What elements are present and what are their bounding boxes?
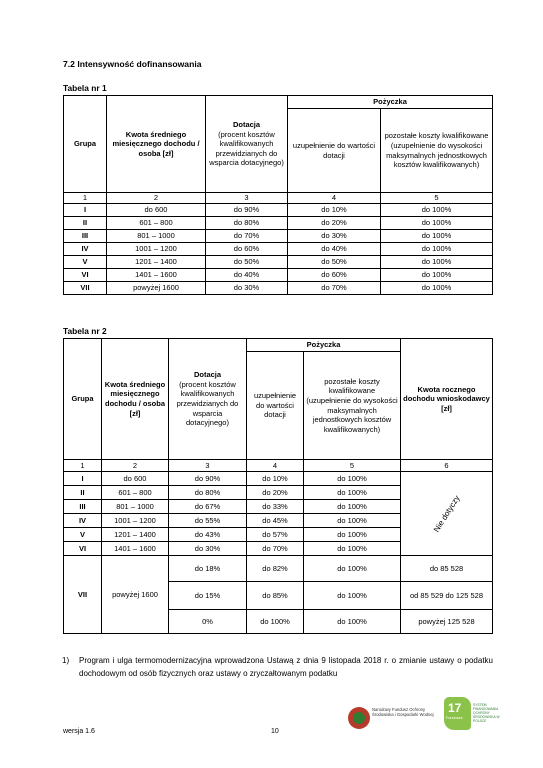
table1-cell-pozostale: do 100% [381,282,493,295]
table2-nie-dotyczy-cell [401,472,493,556]
table2-cell-uzupelnienie: do 70% [247,542,304,556]
table2-cell-uzupelnienie: do 57% [247,528,304,542]
table1-cell-grupa: IV [64,243,107,256]
table2-colnum: 3 [169,460,247,472]
table1-cell-pozostale: do 100% [381,269,493,282]
table2-cell-roczny: powyżej 125 528 [401,610,493,634]
table2-cell-pozostale: do 100% [304,500,401,514]
table2-header-dotacja-desc: (procent kosztów kwalifikowanych przewidzianych do wsparcia dotacyjnego) [176,379,239,428]
table-row [64,556,493,582]
table1-cell-uzupelnienie: do 60% [288,269,381,282]
table1-cell-pozostale: do 100% [381,230,493,243]
table2-cell-dotacja: do 30% [169,542,247,556]
table1-cell-grupa: I [64,204,107,217]
table1-cell-uzupelnienie: do 30% [288,230,381,243]
table1-cell-grupa: V [64,256,107,269]
table2-cell-grupa: II [64,486,102,500]
table2-colnum: 5 [304,460,401,472]
table1-cell-dotacja: do 70% [206,230,288,243]
table2-cell-uzupelnienie: do 82% [247,556,304,582]
table2-colnum: 6 [401,460,493,472]
table-row [64,472,493,486]
table1-header-uzupelnienie: uzupełnienie do wartości dotacji [288,109,381,193]
table1-colnum: 5 [381,193,493,204]
table1-cell-kwota: do 600 [107,204,206,217]
table1-cell-dotacja: do 30% [206,282,288,295]
table-row [64,269,493,282]
table2-cell-dotacja: do 15% [169,582,247,610]
table1-cell-kwota: powyżej 1600 [107,282,206,295]
table1-cell-uzupelnienie: do 10% [288,204,381,217]
table1-caption: Tabela nr 1 [63,83,107,93]
table2-caption: Tabela nr 2 [63,326,107,336]
footnote [62,655,493,680]
table2-cell-grupa: V [64,528,102,542]
table2-cell-pozostale: do 100% [304,514,401,528]
table2-header-dotacja [169,339,247,460]
table1-cell-dotacja: do 40% [206,269,288,282]
table2-cell-pozostale: do 100% [304,472,401,486]
table2-header-grupa: Grupa [64,339,102,460]
table1-header-grupa: Grupa [64,96,107,193]
table1-cell-dotacja: do 80% [206,217,288,230]
table1-cell-dotacja: do 50% [206,256,288,269]
table1-colnum: 3 [206,193,288,204]
table1-header-dotacja [206,96,288,193]
table-row [64,217,493,230]
table-row [64,230,493,243]
table2-cell-kwota: do 600 [102,472,169,486]
table2-cell-grupa: VII [64,556,102,634]
table1-header-dotacja-title: Dotacja [232,120,261,130]
section-title: 7.2 Intensywność dofinansowania [63,59,202,69]
table1 [63,95,493,295]
table2-cell-pozostale: do 100% [304,582,401,610]
table2-header-dotacja-title: Dotacja [193,370,222,380]
footnote-number: 1) [62,656,70,665]
table2 [63,338,493,634]
fundusze-logo [444,697,499,737]
table2-cell-dotacja: do 90% [169,472,247,486]
table2-header-pozyczka: Pożyczka [247,339,401,352]
table1-header-pozostale: pozostałe koszty kwalifikowane (uzupełnienie do wysokości maksymalnych jednostkowych kosztów kwalifikowanych) [381,109,493,193]
table1-header-dotacja-desc: (procent kosztów kwalifikowanych przewidzianych do wsparcia dotacyjnego) [209,129,284,168]
table2-colnum: 1 [64,460,102,472]
table2-cell-uzupelnienie: do 33% [247,500,304,514]
table1-cell-grupa: II [64,217,107,230]
table2-cell-grupa: III [64,500,102,514]
table2-cell-kwota: 1001 – 1200 [102,514,169,528]
table2-colnum: 4 [247,460,304,472]
table2-cell-grupa: I [64,472,102,486]
table2-header-pozostale: pozostałe koszty kwalifikowane (uzupełnienie do wysokości maksymalnych jednostkowych kosztów kwalifikowanych) [304,352,401,460]
table1-cell-kwota: 801 – 1000 [107,230,206,243]
table2-cell-kwota: 1401 – 1600 [102,542,169,556]
table1-colnum: 4 [288,193,381,204]
table2-cell-roczny: do 85 528 [401,556,493,582]
table1-cell-uzupelnienie: do 20% [288,217,381,230]
table-row [64,256,493,269]
fundusze-logo-word: Fundusze [446,716,463,720]
table2-cell-dotacja: do 80% [169,486,247,500]
table1-cell-pozostale: do 100% [381,217,493,230]
table1-cell-uzupelnienie: do 50% [288,256,381,269]
fundusze-logo-number: 17 [448,701,462,715]
table2-cell-uzupelnienie: do 85% [247,582,304,610]
table1-cell-uzupelnienie: do 40% [288,243,381,256]
table1-cell-kwota: 1001 – 1200 [107,243,206,256]
table2-cell-dotacja: do 18% [169,556,247,582]
footnote-text: Program i ulga termomodernizacyjna wprowadzona Ustawą z dnia 9 listopada 2018 r. o zmianie ustawy o podatku dochodowym od osób fizycznych oraz ustawy o zryczałtowanym podatku [79,656,493,678]
page-number: 10 [271,728,279,735]
table1-cell-uzupelnienie: do 70% [288,282,381,295]
table2-nie-dotyczy: Nie dotyczy [431,493,462,534]
table2-cell-pozostale: do 100% [304,528,401,542]
table2-cell-pozostale: do 100% [304,610,401,634]
table2-cell-pozostale: do 100% [304,542,401,556]
table1-cell-pozostale: do 100% [381,204,493,217]
table1-cell-kwota: 1201 – 1400 [107,256,206,269]
table2-cell-kwota: 801 – 1000 [102,500,169,514]
nfosigw-logo [348,705,444,733]
table2-cell-dotacja: do 55% [169,514,247,528]
table1-header-kwota: Kwota średniego miesięcznego dochodu / osoba [zł] [107,96,206,193]
table2-cell-dotacja: do 43% [169,528,247,542]
table2-cell-grupa: VI [64,542,102,556]
table2-cell-pozostale: do 100% [304,486,401,500]
table1-cell-pozostale: do 100% [381,256,493,269]
version-label: wersja 1.6 [63,728,95,735]
table2-cell-uzupelnienie: do 45% [247,514,304,528]
table1-cell-grupa: III [64,230,107,243]
table1-cell-kwota: 601 – 800 [107,217,206,230]
table2-cell-kwota: powyżej 1600 [102,556,169,634]
table2-cell-dotacja: 0% [169,610,247,634]
table2-cell-uzupelnienie: do 100% [247,610,304,634]
fundusze-logo-text: SYSTEM FINANSOWANIA OCHRONY ŚRODOWISKA W POLSCE [473,703,500,723]
table-row [64,204,493,217]
table1-cell-grupa: VII [64,282,107,295]
table2-header-kwota: Kwota średniego miesięcznego dochodu / osoba [zł] [102,339,169,460]
table-row [64,282,493,295]
table1-cell-grupa: VI [64,269,107,282]
table1-cell-kwota: 1401 – 1600 [107,269,206,282]
nfosigw-emblem-icon [348,707,370,729]
table2-cell-pozostale: do 100% [304,556,401,582]
table2-cell-uzupelnienie: do 10% [247,472,304,486]
table1-cell-dotacja: do 60% [206,243,288,256]
table2-cell-kwota: 601 – 800 [102,486,169,500]
table2-cell-grupa: IV [64,514,102,528]
table-row [64,243,493,256]
table2-header-uzupelnienie: uzupełnienie do wartości dotacji [247,352,304,460]
nfosigw-logo-text: Narodowy Fundusz Ochrony Środowiska i Gospodarki Wodnej [372,707,434,717]
table1-colnum: 2 [107,193,206,204]
table2-cell-dotacja: do 67% [169,500,247,514]
table2-header-roczny: Kwota rocznego dochodu wnioskodawcy [zł] [401,339,493,460]
table1-cell-pozostale: do 100% [381,243,493,256]
table1-cell-dotacja: do 90% [206,204,288,217]
table1-colnum: 1 [64,193,107,204]
table2-cell-uzupelnienie: do 20% [247,486,304,500]
table2-cell-roczny: od 85 529 do 125 528 [401,582,493,610]
table2-colnum: 2 [102,460,169,472]
table1-header-pozyczka: Pożyczka [288,96,493,109]
table2-cell-kwota: 1201 – 1400 [102,528,169,542]
